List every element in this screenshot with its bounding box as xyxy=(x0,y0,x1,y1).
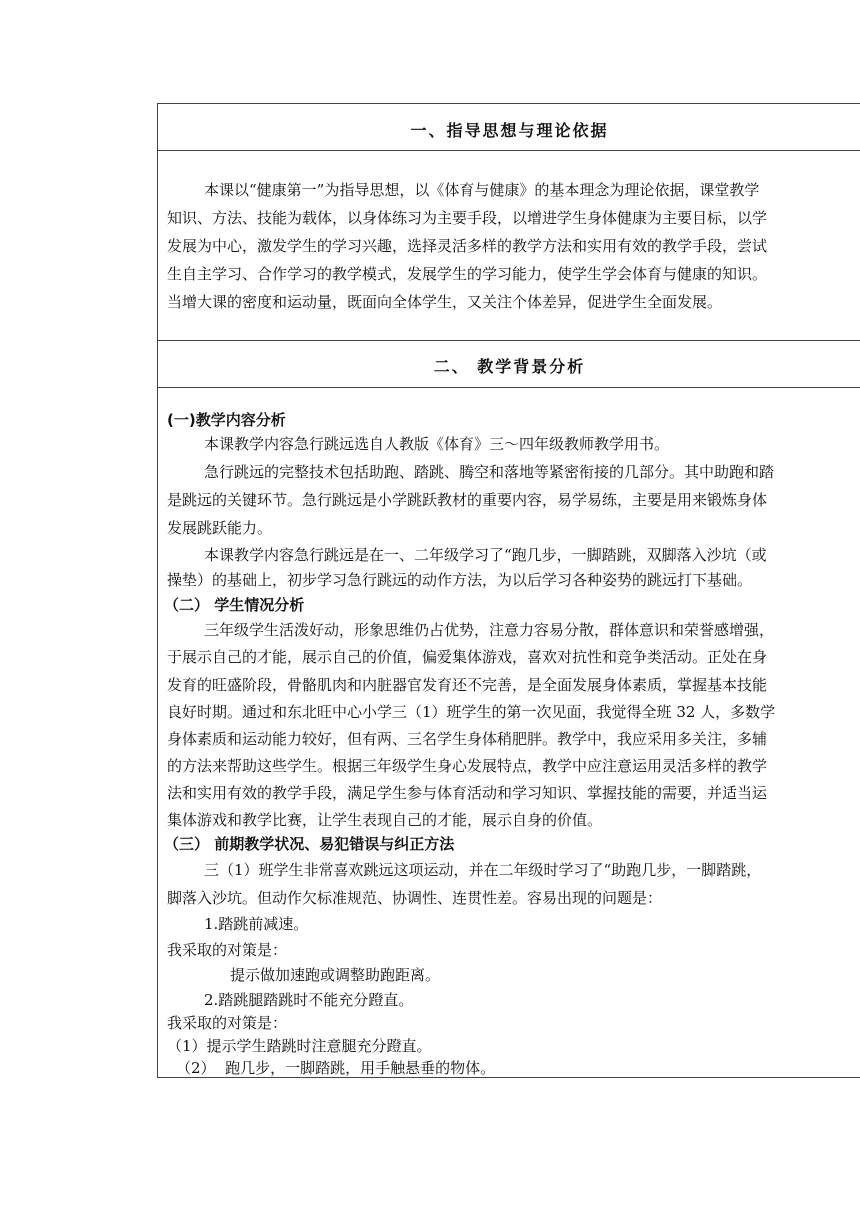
text-line: 当增大课的密度和运动量，既面向全体学生，又关注个体差异，促进学生全面发展。 xyxy=(167,293,723,311)
text-line: 提示做加速跑或调整助跑距离。 xyxy=(230,966,441,984)
lesson-plan-table xyxy=(157,103,860,1078)
text-line: 急行跳远的完整技术包括助跑、踏跳、腾空和落地等紧密衔接的几部分。其中助跑和踏 xyxy=(204,463,775,481)
text-line: 三（1）班学生非常喜欢跳远这项运动，并在二年级时学习了“助跑几步，一脚踏跳， xyxy=(204,861,762,879)
text-line: 操垫）的基础上，初步学习急行跳远的动作方法，为以后学习各种姿势的跳远打下基础。 xyxy=(167,571,753,589)
divider xyxy=(158,150,860,151)
text-line: 发展为中心，激发学生的学习兴趣，选择灵活多样的教学方法和实用有效的教学手段，尝试 xyxy=(167,237,768,255)
text-line: 发育的旺盛阶段，骨骼肌肉和内脏器官发育还不完善，是全面发展身体素质，掌握基本技能 xyxy=(167,676,768,694)
text-line: 我采取的对策是： xyxy=(167,941,288,959)
divider xyxy=(158,340,860,341)
text-line: 良好时期。通过和东北旺中心小学三（1）班学生的第一次见面，我觉得全班 32 人，多数学 xyxy=(167,703,776,721)
text-line: 法和实用有效的教学手段，满足学生参与体育活动和学习知识、掌握技能的需要，并适当运 xyxy=(167,784,768,802)
list-item: 2.踏跳腿踏跳时不能充分蹬直。 xyxy=(204,991,414,1009)
text-line: 于展示自己的才能，展示自己的价值，偏爱集体游戏，喜欢对抗性和竞争类活动。正处在身 xyxy=(167,648,768,666)
text-line: 本课以“健康第一”为指导思想，以《体育与健康》的基本理念为理论依据，课堂教学 xyxy=(204,181,760,199)
list-item: 1.踏跳前减速。 xyxy=(204,915,309,933)
subsection-title: （三） 前期教学状况、易犯错误与纠正方法 xyxy=(164,835,455,853)
text-line: 知识、方法、技能为载体，以身体练习为主要手段，以增进学生身体健康为主要目标，以学 xyxy=(167,209,768,227)
text-line: 三年级学生活泼好动，形象思维仍占优势，注意力容易分散，群体意识和荣誉感增强， xyxy=(204,621,775,639)
text-line: 是跳远的关键环节。急行跳远是小学跳跃教材的重要内容，易学易练，主要是用来锻炼身体 xyxy=(167,491,768,509)
list-item: （2） 跑几步，一脚踏跳，用手触悬垂的物体。 xyxy=(176,1059,496,1077)
text-line: 生自主学习、合作学习的教学模式，发展学生的学习能力，使学生学会体育与健康的知识。 xyxy=(167,265,768,283)
text-line: 脚落入沙坑。但动作欠标准规范、协调性、连贯性差。容易出现的问题是： xyxy=(167,889,663,907)
text-line: 本课教学内容急行跳远选自人教版《体育》三～四年级教师教学用书。 xyxy=(204,435,670,453)
subsection-title: (一)教学内容分析 xyxy=(167,411,286,429)
divider xyxy=(158,387,860,388)
text-line: 我采取的对策是： xyxy=(167,1014,288,1032)
text-line: 发展跳跃能力。 xyxy=(167,519,273,537)
text-line: 的方法来帮助这些学生。根据三年级学生身心发展特点，教学中应注意运用灵活多样的教学 xyxy=(167,757,768,775)
section2-title: 二、 教学背景分析 xyxy=(433,357,586,376)
subsection-title: （二） 学生情况分析 xyxy=(164,596,305,614)
text-line: 集体游戏和教学比赛，让学生表现自己的才能，展示自身的价值。 xyxy=(167,811,603,829)
text-line: 身体素质和运动能力较好，但有两、三名学生身体稍肥胖。教学中，我应采用多关注，多辅 xyxy=(167,730,768,748)
list-item: （1）提示学生踏跳时注意腿充分蹬直。 xyxy=(167,1037,432,1055)
section1-title: 一、指导思想与理论依据 xyxy=(410,121,609,140)
text-line: 本课教学内容急行跳远是在一、二年级学习了“跑几步，一脚踏跳，双脚落入沙坑（或 xyxy=(204,546,767,564)
